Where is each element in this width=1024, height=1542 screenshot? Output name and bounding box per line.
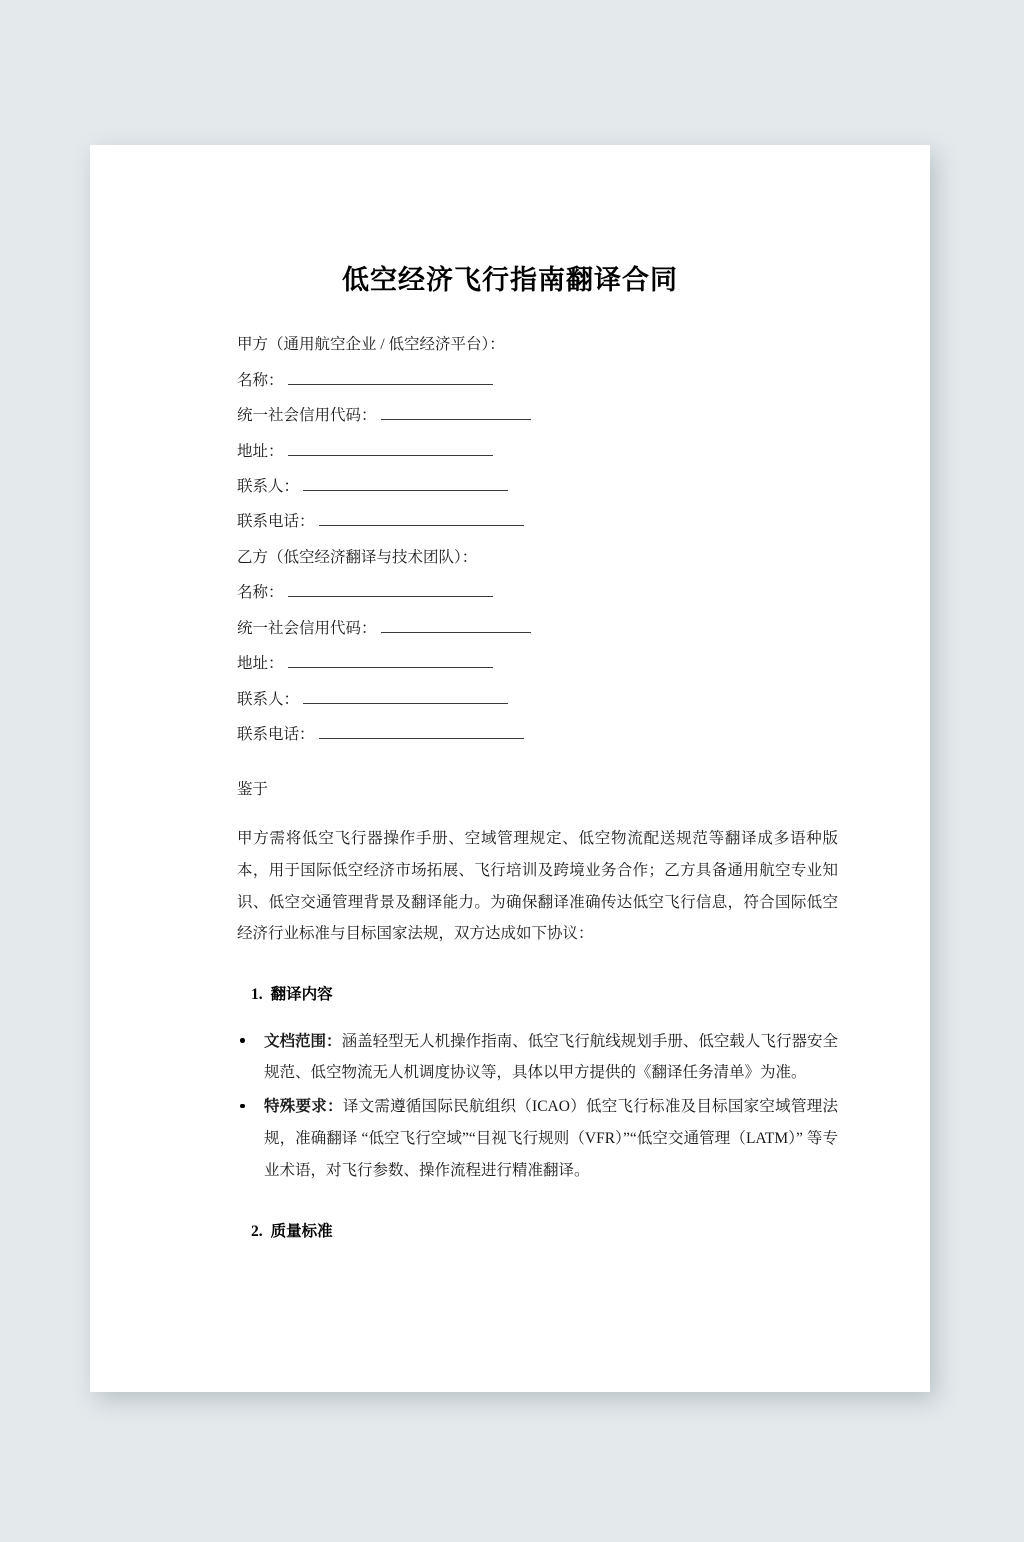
field-blank[interactable]: [381, 618, 531, 633]
whereas-paragraph: 甲方需将低空飞行器操作手册、空域管理规定、低空物流配送规范等翻译成多语种版本，用于国际低空经济市场拓展、飞行培训及跨境业务合作；乙方具备通用航空专业知识、低空交通管理背景及翻译能力。为确保翻译准确传达低空飞行信息，符合国际低空经济行业标准与目标国家法规，双方达成如下协议：: [237, 830, 838, 943]
bullet-dot-icon: [240, 1104, 245, 1109]
list-item: [237, 1091, 838, 1186]
bullet-dot-icon: [240, 1038, 245, 1043]
party-a-field-name: [237, 370, 838, 392]
party-a-field-contact: [237, 476, 838, 498]
field-label: 统一社会信用代码：: [237, 407, 377, 425]
party-b-field-address: [237, 653, 838, 675]
bullet-term: 特殊要求：: [264, 1098, 343, 1116]
whereas-label: 鉴于: [237, 780, 269, 798]
section-number: 2.: [251, 1222, 263, 1240]
field-label: 联系人：: [237, 690, 300, 708]
field-blank[interactable]: [288, 441, 493, 456]
bullet-text: 涵盖轻型无人机操作指南、低空飞行航线规划手册、低空载人飞行器安全规范、低空物流无人机调度协议等，具体以甲方提供的《翻译任务清单》为准。: [264, 1032, 838, 1082]
field-label: 名称：: [237, 371, 284, 389]
section-title: 质量标准: [270, 1222, 333, 1240]
field-label: 地址：: [237, 442, 284, 460]
field-blank[interactable]: [303, 476, 508, 491]
field-label: 统一社会信用代码：: [237, 619, 377, 637]
section-number: 1.: [251, 986, 263, 1004]
document-body: [90, 334, 930, 1246]
page-title: 低空经济飞行指南翻译合同: [342, 265, 678, 295]
section-heading-1: [237, 980, 838, 1009]
field-label: 联系人：: [237, 477, 300, 495]
party-b-field-name: [237, 582, 838, 604]
party-a-field-phone: [237, 511, 838, 533]
party-a-heading: 甲方（通用航空企业 / 低空经济平台）：: [237, 336, 505, 354]
bullet-text: 译文需遵循国际民航组织（ICAO）低空飞行标准及目标国家空域管理法规，准确翻译 “低空飞行空域”“目视飞行规则（VFR）”“低空交通管理（LATM）” 等专业术语，对飞行参数、操作流程进行精准翻译。: [264, 1098, 838, 1179]
field-blank[interactable]: [381, 405, 531, 420]
field-label: 联系电话：: [237, 513, 315, 531]
page-inner: [90, 145, 930, 1392]
field-blank[interactable]: [288, 654, 493, 669]
section-1-bullet-list: [237, 1026, 838, 1187]
field-blank[interactable]: [288, 583, 493, 598]
party-a-field-address: [237, 441, 838, 463]
field-blank[interactable]: [288, 370, 493, 385]
field-blank[interactable]: [303, 689, 508, 704]
party-b-field-contact: [237, 689, 838, 711]
field-label: 名称：: [237, 584, 284, 602]
section-heading-2: [237, 1217, 838, 1246]
list-item: [237, 1026, 838, 1090]
field-blank[interactable]: [319, 512, 524, 527]
field-label: 联系电话：: [237, 726, 315, 744]
section-title: 翻译内容: [270, 986, 333, 1004]
field-label: 地址：: [237, 655, 284, 673]
party-b-field-phone: [237, 724, 838, 746]
party-a-field-credit-code: [237, 405, 838, 427]
document-page: [90, 145, 930, 1392]
party-b-field-credit-code: [237, 618, 838, 640]
bullet-term: 文档范围：: [264, 1032, 342, 1050]
party-b-heading: 乙方（低空经济翻译与技术团队）：: [237, 548, 478, 566]
field-blank[interactable]: [319, 725, 524, 740]
